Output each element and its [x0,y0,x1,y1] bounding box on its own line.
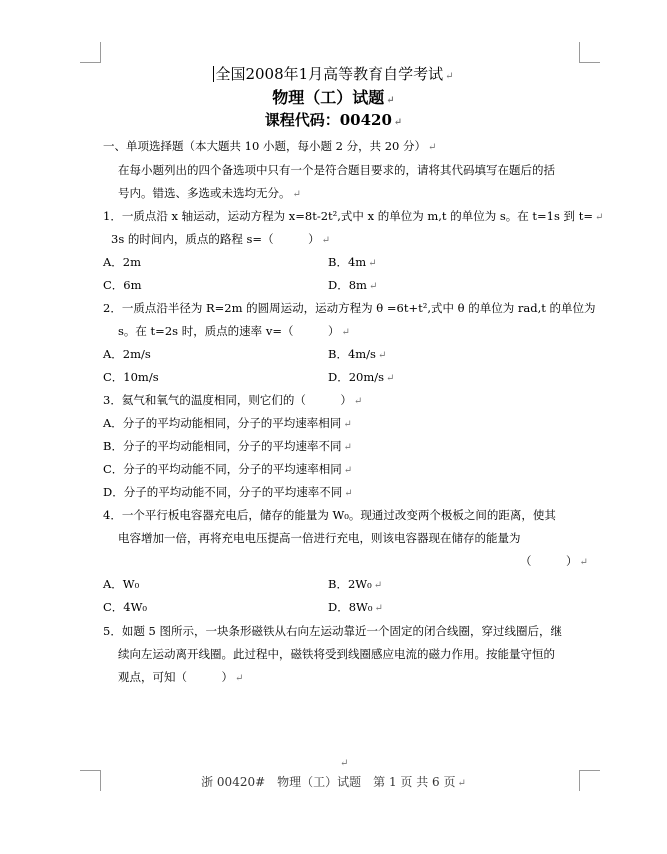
option-text: C．10m/s [103,370,159,384]
option-text: B．4m [328,255,367,269]
paragraph-mark-icon: ↵ [428,142,437,153]
option-text: C．4W₀ [103,600,148,614]
option-c [103,461,352,479]
question-text: 5．如题 5 图所示，一块条形磁铁从右向左运动靠近一个固定的闭合线圈，穿过线圈后，继 [103,624,562,638]
option-a [103,415,352,433]
course-code-text: 课程代码：00420 [264,111,392,129]
exam-title-text: 全国2008年1月高等教育自学考试 [215,65,444,83]
section-heading [103,138,436,156]
paragraph-mark-icon: ↵ [374,603,383,614]
paragraph-mark-icon: ↵ [235,673,244,684]
page-footer [0,773,667,790]
paragraph-mark-icon: ↵ [594,212,604,223]
question-3-line [103,392,362,410]
paragraph-mark-icon: ↵ [368,258,377,269]
option-text: D．8W₀ [328,600,373,614]
paragraph-mark-icon: ↵ [377,350,387,361]
question-1-line [111,231,330,249]
paragraph-mark-icon: ↵ [368,281,378,292]
option-b [328,576,382,594]
paragraph-mark-icon: ↵ [343,465,353,476]
option-c [103,599,147,615]
option-text: B．2W₀ [328,577,372,591]
section-intro-line [118,162,555,178]
paragraph-mark-icon: ↵ [393,117,403,128]
paragraph-mark-icon: ↵ [445,71,454,82]
crop-mark-top-right [579,42,600,63]
paragraph-mark-icon: ↵ [386,95,395,106]
option-text: D．分子的平均动能不同，分子的平均速率不同 [103,485,343,499]
question-4-line [118,530,521,546]
option-text: C．分子的平均动能不同，分子的平均速率相同 [103,462,342,476]
option-b [328,346,386,364]
subject-title-text: 物理（工）试题 [272,88,385,107]
option-d [328,599,383,617]
option-text: D．8m [328,278,367,292]
question-text: 1．一质点沿 x 轴运动，运动方程为 x=8t-2t²,式中 x 的单位为 m,t 的单位为 s。在 t=1s 到 t= [103,209,593,223]
question-5-line [118,646,555,662]
paragraph-mark-icon: ↵ [343,419,352,430]
paragraph-mark-icon: ↵ [457,778,466,789]
question-text: 3s 的时间内，质点的路程 s=（ ） [111,232,320,246]
question-2-line [118,323,350,341]
paragraph-mark-icon: ↵ [344,488,353,499]
section-intro-text: 号内。错选、多选或未选均无分。 [118,186,291,200]
course-code [0,110,667,133]
question-text: 3．氦气和氧气的温度相同，则它们的（ ） [103,393,352,407]
exam-title [0,64,667,87]
option-a [103,576,139,592]
option-d [103,484,353,502]
option-c [103,369,159,385]
question-text: 电容增加一倍，再将充电电压提高一倍进行充电，则该电容器现在储存的能量为 [118,531,521,545]
paragraph-mark-icon: ↵ [340,758,349,769]
section-intro-text: 在每小题列出的四个备选项中只有一个是符合题目要求的，请将其代码填写在题后的括 [118,163,555,177]
option-text: A．W₀ [103,577,140,591]
option-text: A．2m/s [103,347,151,361]
question-2-line [103,300,596,316]
question-text: 4．一个平行板电容器充电后，储存的能量为 W₀。现通过改变两个极板之间的距离，使其 [103,508,556,522]
question-5-line [103,623,562,639]
page-footer-text: 浙 00420# 物理（工）试题 第 1 页 共 6 页 [201,775,456,789]
paragraph-mark-icon: ↵ [292,189,301,200]
option-d [328,277,377,295]
option-text: A．分子的平均动能相同，分子的平均速率相同 [103,416,342,430]
section-intro-line [118,185,301,203]
option-text: A．2m [103,255,142,269]
option-a [103,346,151,362]
question-text: （ ） [520,554,578,568]
option-c [103,277,142,293]
question-text: 2．一质点沿半径为 R=2m 的圆周运动，运动方程为 θ =6t+t²,式中 θ 的单位为 rad,t 的单位为 [103,301,596,315]
question-text: 续向左运动离开线圈。此过程中，磁铁将受到线圈感应电流的磁力作用。按能量守恒的 [118,647,555,661]
option-text: B．分子的平均动能相同，分子的平均速率不同 [103,439,342,453]
option-text: B．4m/s [328,347,376,361]
paragraph-mark-icon: ↵ [341,327,350,338]
section-heading-text: 一、单项选择题（本大题共 10 小题，每小题 2 分，共 20 分） [103,139,427,153]
crop-mark-top-left [80,42,101,63]
question-text: 观点，可知（ ） [118,670,233,684]
question-4-line [103,507,556,523]
paragraph-mark-icon: ↵ [353,396,363,407]
paragraph-mark-icon: ↵ [386,373,395,384]
paragraph-mark-icon: ↵ [321,235,330,246]
option-a [103,254,141,270]
option-b [328,254,377,272]
option-text: D．20m/s [328,370,385,384]
answer-bracket [520,553,588,571]
subject-title [0,87,667,112]
paragraph-mark-icon: ↵ [343,442,352,453]
option-b [103,438,352,456]
option-text: C．6m [103,278,142,292]
option-d [328,369,394,387]
question-text: s。在 t=2s 时，质点的速率 v=（ ） [118,324,340,338]
question-5-line [118,669,243,687]
paragraph-mark-icon: ↵ [579,557,588,568]
paragraph-mark-icon: ↵ [373,580,383,591]
question-1-line [103,208,603,226]
